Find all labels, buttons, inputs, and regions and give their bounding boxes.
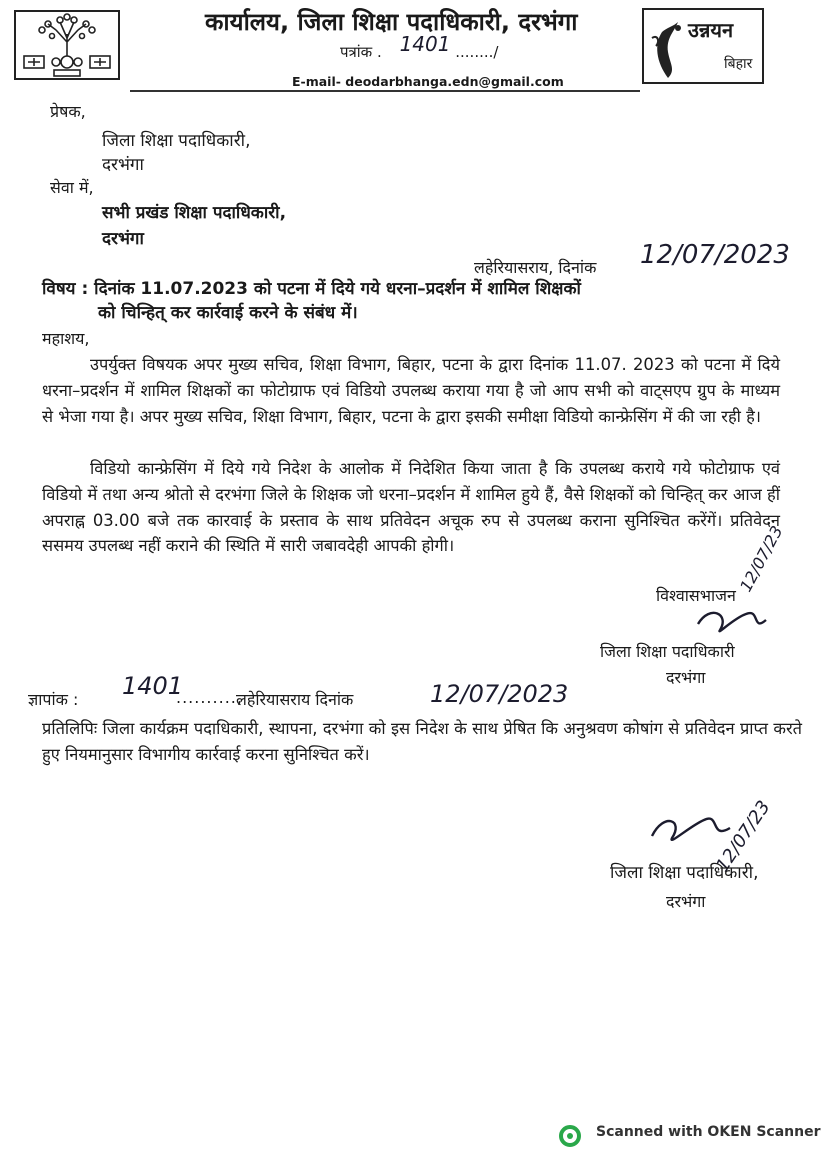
subject-line-2: को चिन्हित् कर कार्रवाई करने के संबंध में। <box>98 303 358 323</box>
letter-number-label: पत्रांक <box>340 43 373 61</box>
unnayan-logo-text: उन्नयन <box>688 18 734 42</box>
letter-date-handwritten: 12/07/2023 <box>640 240 790 270</box>
body-paragraph-2: विडियो कान्फ्रेसिंग में दिये गये निदेश के आलोक में निदेशित किया जाता है कि उपलब्ध कराये गये फोटोग्राफ एवं विडियो में तथा अन्य श्रोतो से दरभंगा जिले के शिक्षक जो धरना–प्रदर्शन में शामिल हुये हैं, वैसे शिक्षकों को चिन्हित् कर आज हीं अपराह्न 03.00 बजे तक कारवाई के प्रस्ताव के साथ प्रतिवेदन अचूक रुप से उपलब्ध कराना सुनिश्चित करेंगें। प्रतिवेदन ससमय उपलब्ध नहीं कराने की स्थिति में सारी जबावदेही आपकी होगी। <box>42 459 780 556</box>
memo-date-handwritten: 12/07/2023 <box>430 680 569 708</box>
closing-place: दरभंगा <box>666 668 706 687</box>
yours-faithfully: विश्वासभाजन <box>656 586 736 605</box>
sender-place: दरभंगा <box>102 155 144 175</box>
memo-number-handwritten: 1401 <box>122 672 184 700</box>
sender-designation: जिला शिक्षा पदाधिकारी, <box>102 131 251 151</box>
bodhi-tree-icon <box>16 12 118 78</box>
memo-number-dots: .........., <box>176 688 243 707</box>
signature-1-date: 12/07/23 <box>736 522 787 595</box>
office-header-title: कार्यालय, जिला शिक्षा पदाधिकारी, दरभंगा <box>205 8 578 36</box>
scanner-logo-icon <box>558 1124 584 1148</box>
recipient-designation: सभी प्रखंड शिक्षा पदाधिकारी, <box>102 203 287 223</box>
signature-2-date: 12/07/23 <box>712 796 775 876</box>
unnayan-bihar-logo <box>642 8 764 84</box>
memo-place-date-label: लहेरियासराय दिनांक <box>236 690 354 709</box>
salutation: महाशय, <box>42 329 90 348</box>
unnayan-logo-subtext: बिहार <box>724 56 753 72</box>
closing2-designation: जिला शिक्षा पदाधिकारी, <box>610 863 759 883</box>
letter-number-line <box>340 32 499 62</box>
subject-line-1: विषय : दिनांक 11.07.2023 को पटना में दिये गये धरना–प्रदर्शन में शामिल शिक्षकों <box>42 279 581 299</box>
letter-number-dots-trailing: ......../ <box>455 43 499 61</box>
header-divider <box>130 90 640 92</box>
memo-label: ज्ञापांक : <box>28 690 79 709</box>
letter-number-dots: . <box>377 43 383 61</box>
copy-to-paragraph: प्रतिलिपिः जिला कार्यक्रम पदाधिकारी, स्थापना, दरभंगा को इस निदेश के साथ प्रेषित कि अनुश्रवण कोषांग से प्रतिवेदन प्राप्त करते हुए नियमानुसार विभागीय कार्रवाई करना सुनिश्चित करें। <box>42 719 802 764</box>
unnayan-figure-icon <box>648 18 688 80</box>
place-date-label: लहेरियासराय, दिनांक <box>474 258 597 277</box>
bihar-emblem-logo <box>14 10 120 80</box>
scanner-watermark-text: Scanned with OKEN Scanner <box>596 1124 821 1140</box>
closing-designation: जिला शिक्षा पदाधिकारी <box>600 642 735 661</box>
recipient-label: सेवा में, <box>50 178 94 197</box>
recipient-place: दरभंगा <box>102 229 144 249</box>
closing2-place: दरभंगा <box>666 892 706 911</box>
letter-number-handwritten: 1401 <box>399 32 451 56</box>
office-email: E-mail- deodarbhanga.edn@gmail.com <box>292 74 564 89</box>
body-paragraph-1: उपर्युक्त विषयक अपर मुख्य सचिव, शिक्षा विभाग, बिहार, पटना के द्वारा दिनांक 11.07. 2023 को पटना में दिये धरना–प्रदर्शन में शामिल शिक्षकों का फोटोग्राफ एवं विडियो उपलब्ध कराया गया है जो आप सभी को वाट्सएप ग्रुप के माध्यम से भेजा गया है। अपर मुख्य सचिव, शिक्षा विभाग, बिहार, पटना के द्वारा इसकी समीक्षा विडियो कान्फ्रेसिंग में की जा रही है। <box>42 355 781 426</box>
sender-label: प्रेषक, <box>50 102 86 121</box>
